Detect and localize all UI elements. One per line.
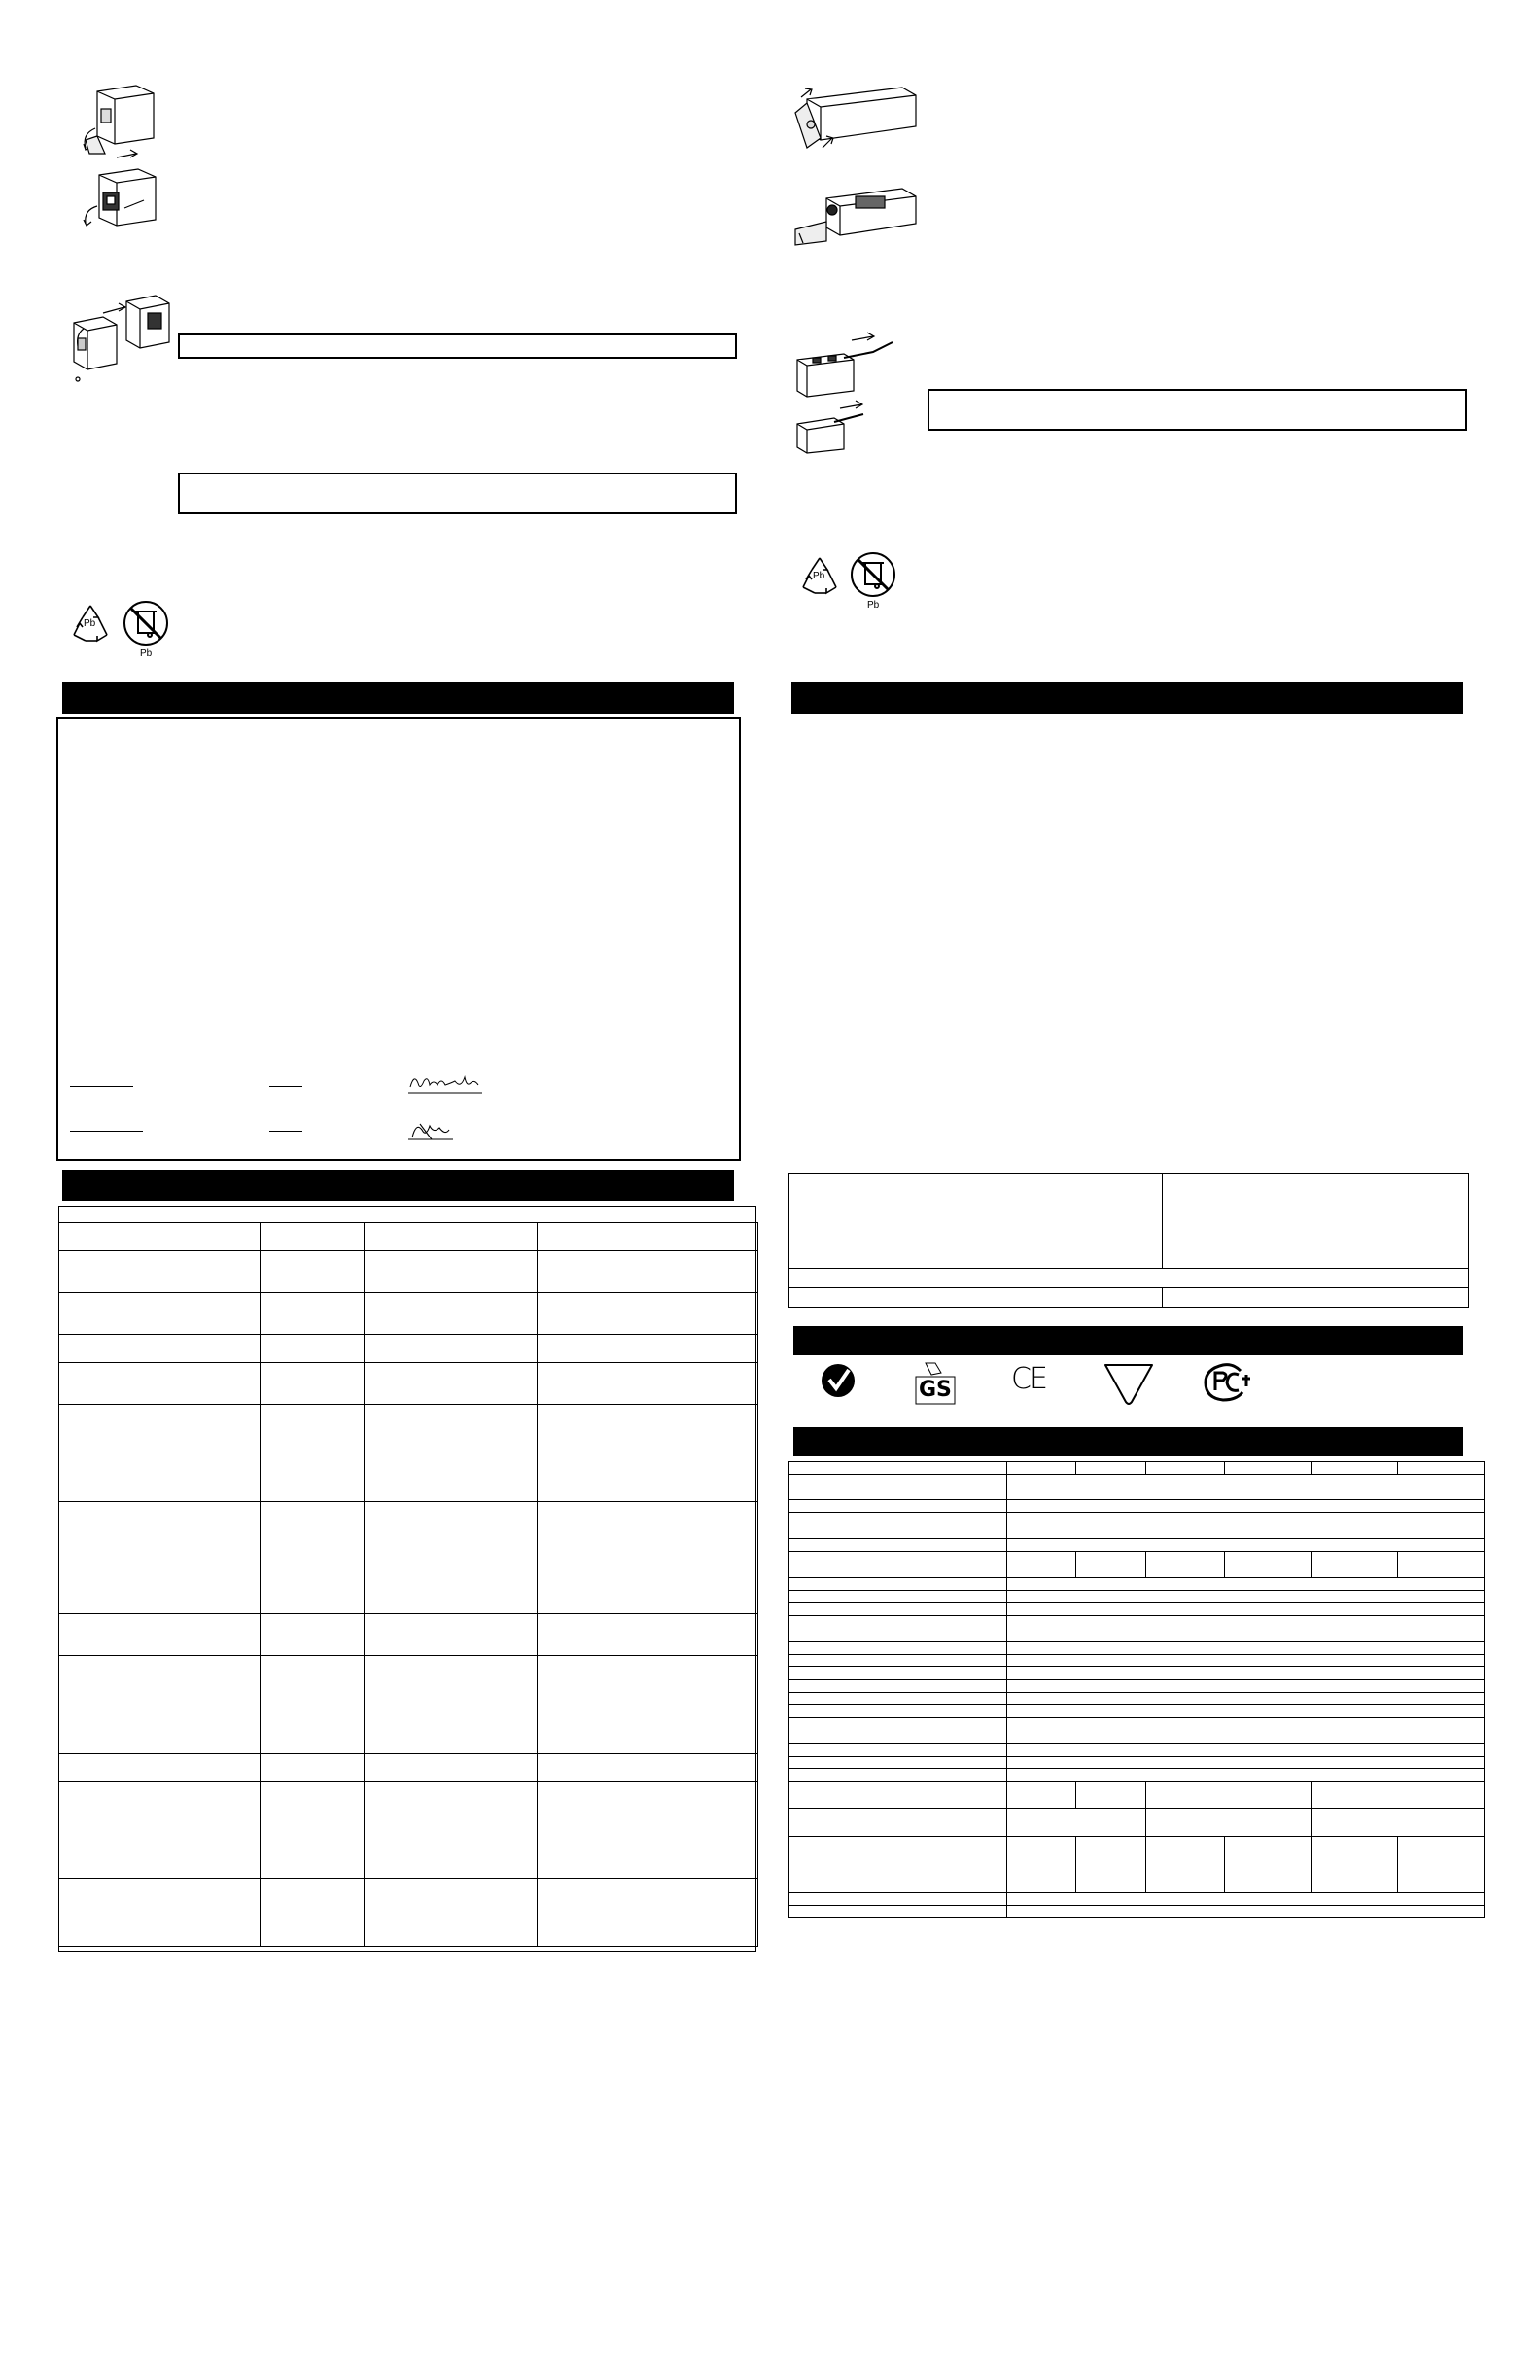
pct-mark-icon <box>1198 1361 1254 1404</box>
table-row <box>789 1513 1485 1539</box>
table-row <box>789 1680 1485 1693</box>
troubleshooting-table <box>58 1222 758 1947</box>
c-tick-icon <box>820 1362 857 1399</box>
table-row <box>789 1174 1469 1269</box>
crossed-out-bin-icon <box>121 600 171 659</box>
table-row <box>789 1603 1485 1616</box>
section-header-bar <box>791 682 1463 714</box>
section-header-bar <box>793 1427 1463 1456</box>
table-row <box>789 1488 1485 1500</box>
table-row <box>789 1642 1485 1655</box>
contact-info-table <box>788 1173 1469 1308</box>
triangle-mark-icon <box>1102 1361 1155 1406</box>
section-header-bar <box>62 682 734 714</box>
pb-label: Pb <box>867 600 880 611</box>
table-row <box>59 1879 758 1947</box>
ce-mark-icon <box>1011 1362 1046 1396</box>
table-row <box>59 1293 758 1335</box>
table-row <box>59 1656 758 1698</box>
table-row <box>789 1757 1485 1769</box>
signature-place-line <box>269 1131 302 1132</box>
declaration-frame <box>56 718 741 1161</box>
table-row <box>789 1906 1485 1918</box>
table-row <box>789 1500 1485 1513</box>
specifications-table <box>788 1461 1485 1918</box>
table-row <box>789 1475 1485 1488</box>
notice-box <box>178 333 737 359</box>
pb-label: Pb <box>813 571 825 581</box>
recycle-pb-icon <box>68 602 113 647</box>
battery-door-illustration <box>76 80 183 167</box>
handwritten-signature <box>406 1116 465 1145</box>
battery-connector-illustration <box>795 331 931 447</box>
section-header-bar <box>793 1326 1463 1355</box>
signature-place-line <box>269 1086 302 1087</box>
table-row <box>789 1462 1485 1475</box>
recycle-pb-icon <box>797 554 842 599</box>
table-row <box>789 1552 1485 1578</box>
battery-pack-swap-illustration <box>68 290 175 387</box>
table-row <box>789 1893 1485 1906</box>
signature-date-line <box>70 1131 143 1132</box>
table-row <box>789 1718 1485 1744</box>
table-row <box>789 1288 1469 1308</box>
table-row <box>59 1405 758 1502</box>
svg-text:GS: GS <box>919 1378 952 1402</box>
table-row <box>789 1809 1485 1837</box>
pb-label: Pb <box>84 618 96 629</box>
battery-cover-open-illustration <box>788 80 924 158</box>
table-row <box>59 1251 758 1293</box>
table-row <box>789 1705 1485 1718</box>
gs-mark-icon <box>914 1361 957 1406</box>
table-row <box>789 1591 1485 1603</box>
table-row <box>789 1539 1485 1552</box>
warning-box <box>178 472 737 514</box>
ce-mark-label: CE <box>1011 1362 1046 1396</box>
table-row <box>789 1616 1485 1642</box>
table-row <box>59 1782 758 1879</box>
handwritten-signature <box>406 1069 494 1099</box>
table-row <box>789 1837 1485 1893</box>
table-row <box>789 1769 1485 1782</box>
table-row <box>59 1698 758 1754</box>
table-row <box>59 1363 758 1405</box>
table-row <box>59 1754 758 1782</box>
crossed-out-bin-icon <box>848 551 898 611</box>
section-header-bar <box>62 1170 734 1201</box>
table-row <box>789 1744 1485 1757</box>
table-row <box>789 1782 1485 1809</box>
table-row <box>59 1502 758 1614</box>
table-row <box>789 1269 1469 1288</box>
table-row <box>789 1693 1485 1705</box>
table-row <box>789 1667 1485 1680</box>
pb-label: Pb <box>140 648 153 659</box>
battery-removal-illustration <box>76 165 183 243</box>
table-row <box>789 1655 1485 1667</box>
table-row <box>59 1223 758 1251</box>
battery-slide-out-illustration <box>788 183 924 251</box>
signature-date-line <box>70 1086 133 1087</box>
notice-box <box>928 389 1467 431</box>
table-row <box>59 1335 758 1363</box>
table-row <box>59 1614 758 1656</box>
table-row <box>789 1578 1485 1591</box>
